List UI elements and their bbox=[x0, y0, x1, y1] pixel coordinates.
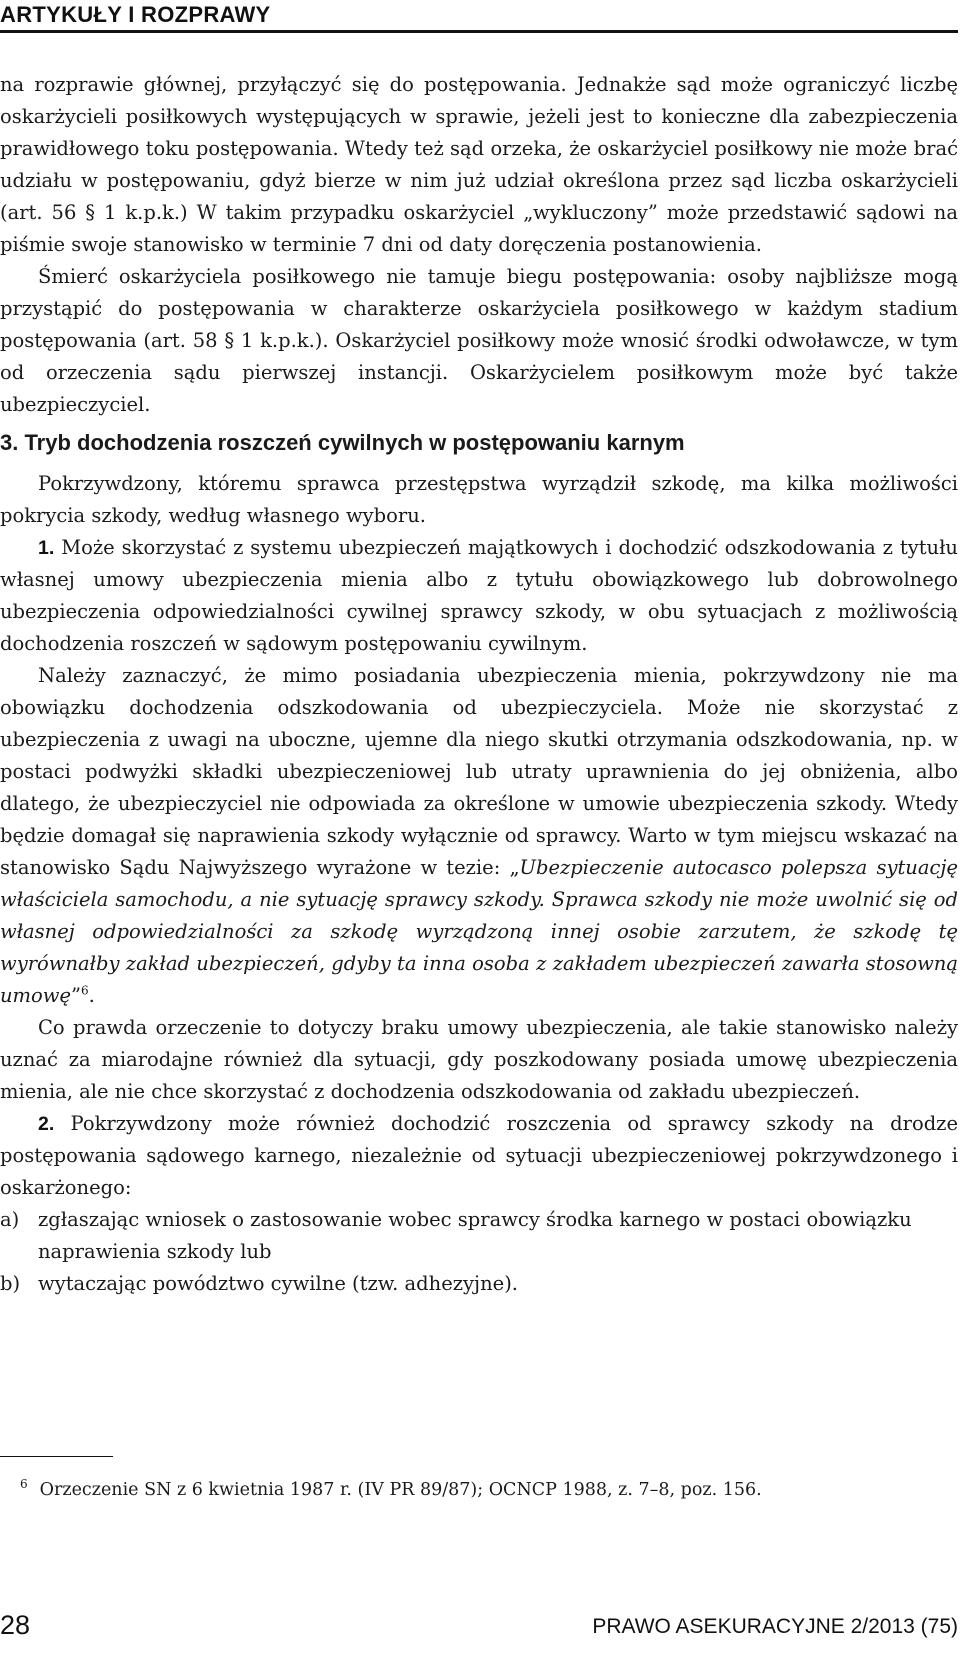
list-marker: b) bbox=[0, 1272, 21, 1295]
quote-lead: Należy zaznaczyć, że mimo posiadania ubezpieczenia mienia, pokrzywdzony nie ma obowiązku dochodzenia odszkodowania od ubezpieczyciela. Może nie skorzystać z ubezpieczenia z uwagi na uboczne, ujemne dla niego skutki otrzymania odszkodowania, np. w postaci podwyżki składki ubezpieczeniowej lub utraty uprawnienia do jej obniżenia, albo dlatego, że ubezpieczyciel nie odpowiada za określone w umowie ubezpieczenia szkody. Wtedy będzie domagał się naprawienia szkody wyłącznie od sprawcy. Warto w tym miejscu wskazać na stanowisko Sądu Najwyższego wyrażone w tezie: „ bbox=[0, 664, 958, 879]
footnote-number: 6 bbox=[20, 1477, 28, 1491]
footnote-reference[interactable]: 6 bbox=[81, 983, 89, 998]
point-text: Może skorzystać z systemu ubezpieczeń majątkowych i dochodzić odszkodowania z tytułu własnej umowy ubezpieczenia mienia albo z tytułu obowiązkowego lub dobrowolnego ubezpieczenia odpowiedzialności cywilnej sprawcy szkody, w obu sytuacjach z możliwością dochodzenia roszczeń w sądowym postępowaniu cywilnym. bbox=[0, 536, 958, 655]
journal-name: PRAWO ASEKURACYJNE 2/2013 (75) bbox=[592, 1615, 958, 1638]
point-text: Pokrzywdzony może również dochodzić roszczenia od sprawcy szkody na drodze postępowania sądowego karnego, niezależnie od sytuacji ubezpieczeniowej pokrzywdzonego i oskarżonego: bbox=[0, 1112, 958, 1199]
running-head: ARTYKUŁY I ROZPRAWY bbox=[0, 2, 271, 27]
article-body bbox=[0, 69, 958, 1300]
list-item-text: zgłaszając wniosek o zastosowanie wobec sprawcy środka karnego w postaci obowiązku naprawienia szkody lub bbox=[38, 1208, 912, 1263]
paragraph-point-2 bbox=[0, 1108, 958, 1204]
paragraph-point-1 bbox=[0, 532, 958, 660]
footnote bbox=[20, 1469, 762, 1505]
point-number: 2. bbox=[38, 1113, 55, 1135]
quote-close: ” bbox=[71, 984, 82, 1007]
paragraph-intro-2: Śmierć oskarżyciela posiłkowego nie tamuje biegu postępowania: osoby najbliższe mogą przystąpić do postępowania w charakterze oskarżyciela posiłkowego w każdym stadium postępowania (art. 58 § 1 k.p.k.). Oskarżyciel posiłkowy może wnosić środki odwoławcze, w tym od orzeczenia sądu pierwszej instancji. Oskarżycielem posiłkowym może być także ubezpieczyciel. bbox=[0, 265, 958, 416]
paragraph-quote bbox=[0, 660, 958, 1012]
options-list bbox=[0, 1204, 958, 1300]
paragraph-intro-1: na rozprawie głównej, przyłączyć się do postępowania. Jednakże sąd może ograniczyć liczbę oskarżycieli posiłkowych występujących w sprawie, jeżeli jest to konieczne dla zabezpieczenia prawidłowego toku postępowania. Wtedy też sąd orzeka, że oskarżyciel posiłkowy nie może brać udziału w postępowaniu, gdyż bierze w nim już udział określona przez sąd liczba oskarżycieli (art. 56 § 1 k.p.k.) W takim przypadku oskarżyciel „wykluczony” może przedstawić sądowi na piśmie swoje stanowisko w terminie 7 dni od daty doręczenia postanowienia. bbox=[0, 73, 958, 256]
section-heading: 3. Tryb dochodzenia roszczeń cywilnych w postępowaniu karnym bbox=[0, 430, 685, 455]
court-thesis-quote: Ubezpieczenie autocasco polepsza sytuację właściciela samochodu, a nie sytuację sprawcy szkody. Sprawca szkody nie może uwolnić się od własnej odpowiedzialności za szkodę wyrządzoną innej osobie zarzutem, że szkodę tę wyrównałby zakład ubezpieczeń, gdyby ta inna osoba z zakładem ubezpieczeń zawarła stosowną umowę bbox=[0, 856, 958, 1007]
footnote-text: Orzeczenie SN z 6 kwietnia 1987 r. (IV PR 89/87); OCNCP 1988, z. 7–8, poz. 156. bbox=[39, 1479, 762, 1500]
page-number: 28 bbox=[0, 1610, 31, 1640]
list-item bbox=[0, 1204, 958, 1268]
quote-tail: . bbox=[88, 984, 95, 1007]
list-item-text: wytaczając powództwo cywilne (tzw. adhezyjne). bbox=[38, 1272, 518, 1295]
point-number: 1. bbox=[38, 537, 55, 559]
paragraph-section-1: Pokrzywdzony, któremu sprawca przestępstwa wyrządził szkodę, ma kilka możliwości pokrycia szkody, według własnego wyboru. bbox=[0, 472, 958, 527]
footnote-rule bbox=[0, 1456, 113, 1457]
paragraph-commentary: Co prawda orzeczenie to dotyczy braku umowy ubezpieczenia, ale takie stanowisko należy uznać za miarodajne również dla sytuacji, gdy poszkodowany posiada umowę ubezpieczenia mienia, ale nie chce skorzystać z dochodzenia odszkodowania od zakładu ubezpieczeń. bbox=[0, 1016, 958, 1103]
list-marker: a) bbox=[0, 1208, 20, 1231]
header-rule bbox=[0, 30, 958, 33]
list-item bbox=[0, 1268, 958, 1300]
